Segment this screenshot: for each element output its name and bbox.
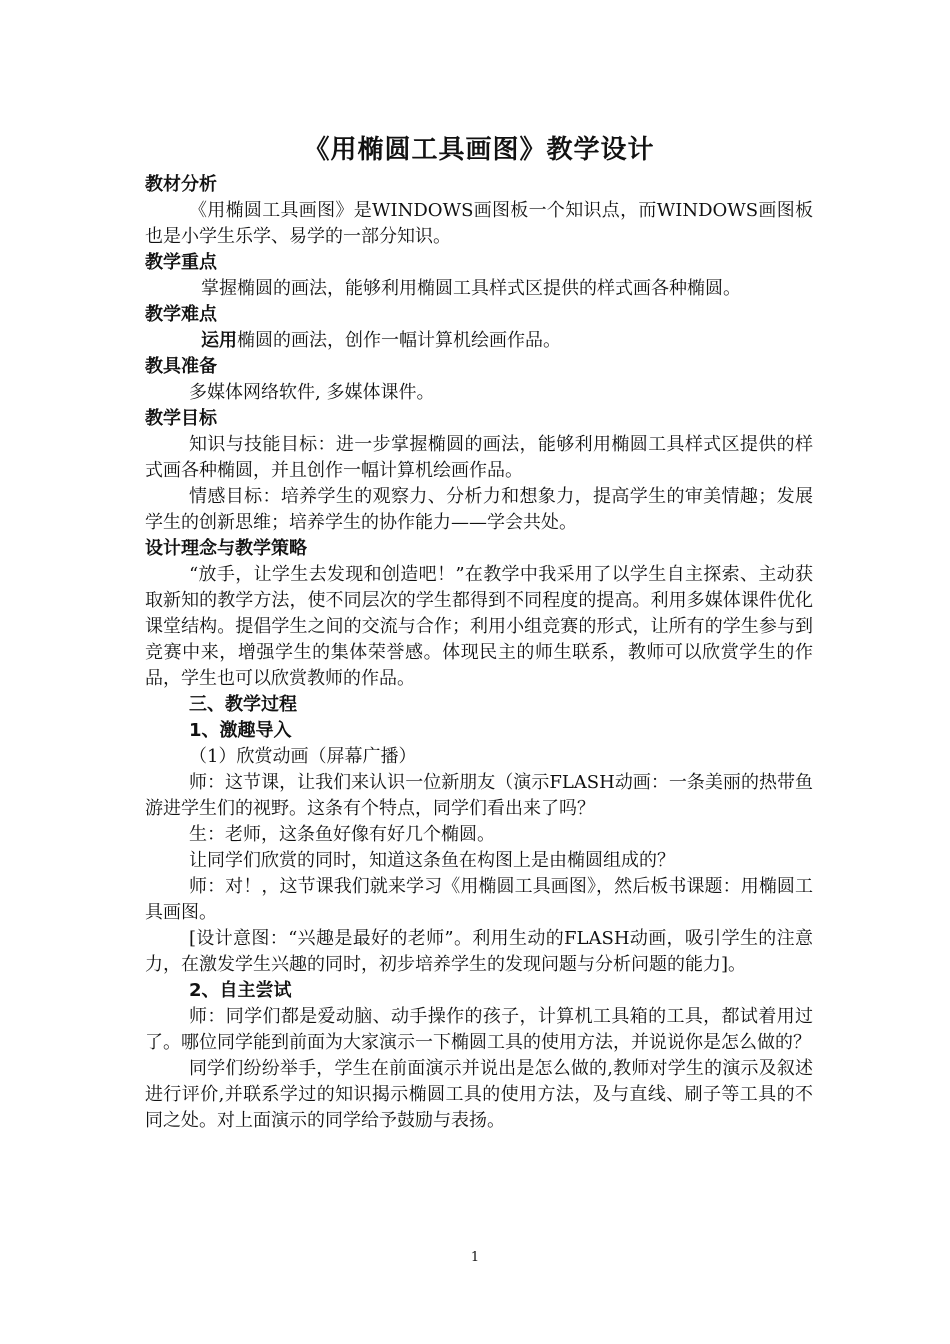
heading-material-analysis: 教材分析 <box>145 174 217 195</box>
difficulty-bold-prefix: 运用 <box>201 330 237 351</box>
step1-subheading: （1）欣赏动画（屏幕广播） <box>189 746 417 767</box>
step1-paragraph-4: 师：对！，这节课我们就来学习《用椭圆工具画图》，然后板书课题：用椭圆工具画图。 <box>145 876 813 923</box>
heading-difficulty: 教学难点 <box>145 304 217 325</box>
paragraph-key-point: 掌握椭圆的画法，能够利用椭圆工具样式区提供的样式画各种椭圆。 <box>201 278 741 299</box>
heading-step1: 1、激趣导入 <box>189 720 292 741</box>
step1-paragraph-1: 师：这节课，让我们来认识一位新朋友（演示FLASH动画：一条美丽的热带鱼游进学生们的视野。这条有个特点，同学们看出来了吗？ <box>145 772 813 819</box>
page-number: 1 <box>470 1250 480 1265</box>
paragraph-difficulty <box>145 328 813 354</box>
document-body <box>145 128 813 1134</box>
step1-paragraph-3: 让同学们欣赏的同时，知道这条鱼在构图上是由椭圆组成的？ <box>189 850 675 871</box>
paragraph-tools: 多媒体网络软件, 多媒体课件。 <box>189 382 435 403</box>
paragraph-strategy: “放手，让学生去发现和创造吧！”在教学中我采用了以学生自主探索、主动获取新知的教学方法，使不同层次的学生都得到不同程度的提高。利用多媒体课件优化课堂结构。提倡学生之间的交流与合作；利用小组竞赛的形式，让所有的学生参与到竞赛中来，增强学生的集体荣誉感。体现民主的师生联系，教师可以欣赏学生的作品，学生也可以欣赏教师的作品。 <box>145 564 813 689</box>
heading-key-point: 教学重点 <box>145 252 217 273</box>
paragraph-goals-knowledge: 知识与技能目标：进一步掌握椭圆的画法，能够利用椭圆工具样式区提供的样式画各种椭圆，并且创作一幅计算机绘画作品。 <box>145 434 813 481</box>
step1-paragraph-2: 生：老师，这条鱼好像有好几个椭圆。 <box>189 824 495 845</box>
step1-design-intent: [设计意图：“兴趣是最好的老师”。利用生动的FLASH动画，吸引学生的注意力，在激发学生兴趣的同时，初步培养学生的发现问题与分析问题的能力]。 <box>145 928 813 975</box>
paragraph-material-analysis: 《用椭圆工具画图》是WINDOWS画图板一个知识点，而WINDOWS画图板也是小学生乐学、易学的一部分知识。 <box>145 200 813 247</box>
heading-teaching-process: 三、教学过程 <box>189 694 297 715</box>
heading-tools: 教具准备 <box>145 356 217 377</box>
step2-paragraph-1: 师：同学们都是爱动脑、动手操作的孩子，计算机工具箱的工具，都试着用过了。哪位同学能到前面为大家演示一下椭圆工具的使用方法，并说说你是怎么做的？ <box>145 1006 813 1053</box>
heading-step2: 2、自主尝试 <box>189 980 292 1001</box>
difficulty-text: 椭圆的画法，创作一幅计算机绘画作品。 <box>237 330 561 351</box>
step2-paragraph-2: 同学们纷纷举手，学生在前面演示并说出是怎么做的,教师对学生的演示及叙述进行评价,并联系学过的知识揭示椭圆工具的使用方法，及与直线、刷子等工具的不同之处。对上面演示的同学给予鼓励与表扬。 <box>145 1058 813 1131</box>
heading-goals: 教学目标 <box>145 408 217 429</box>
heading-strategy: 设计理念与教学策略 <box>145 538 307 559</box>
paragraph-goals-emotion: 情感目标：培养学生的观察力、分析力和想象力，提高学生的审美情趣；发展学生的创新思维；培养学生的协作能力——学会共处。 <box>145 486 813 533</box>
document-title: 《用椭圆工具画图》教学设计 <box>303 135 655 165</box>
